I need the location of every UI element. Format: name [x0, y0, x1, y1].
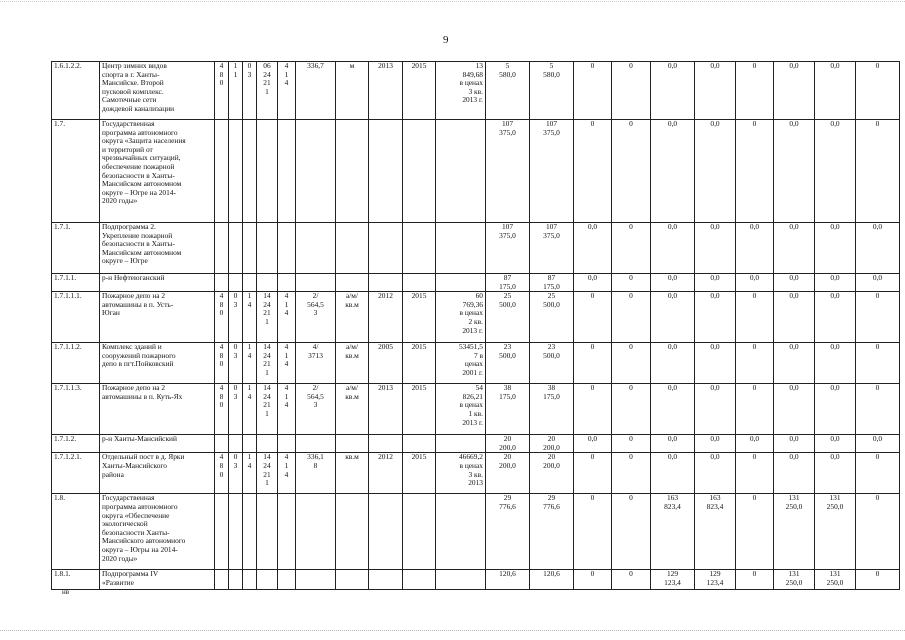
value-cell: 0,0 [815, 120, 856, 223]
table-row [52, 274, 900, 292]
start-year [369, 274, 403, 292]
table-row [52, 494, 900, 570]
value-cell: 0 [856, 120, 900, 223]
value-cell: 163 823,4 [651, 494, 695, 570]
estimated-cost [436, 435, 486, 453]
value-cell: 5 580,0 [530, 62, 574, 120]
value-cell: 0 [736, 120, 774, 223]
estimated-cost: 13 849,68 в ценах 3 кв. 2013 г. [436, 62, 486, 120]
start-year: 2005 [369, 343, 403, 384]
value-cell: 0,0 [774, 292, 815, 343]
row-name: Центр зимних видов спорта в г. Ханты- Мансийске. Второй пусковой комплекс. Самотечные сети дождевой канализации [100, 62, 215, 120]
start-year: 2013 [369, 384, 403, 435]
code-digit: 1 4 [243, 292, 257, 343]
row-name: р-н Ханты-Мансийский [100, 435, 215, 453]
end-year: 2015 [403, 343, 436, 384]
value-cell: 0,0 [695, 343, 736, 384]
value-cell: 0 [574, 570, 612, 590]
code-digit: 4 8 0 [215, 384, 229, 435]
value-cell: 0,0 [651, 384, 695, 435]
table-row [52, 435, 900, 453]
row-name: Комплекс зданий и сооружений пожарного депо в пгт.Пойковский [100, 343, 215, 384]
estimated-cost [436, 120, 486, 223]
code-digit [229, 435, 243, 453]
value-cell: 0 [574, 62, 612, 120]
value-cell: 0,0 [774, 62, 815, 120]
value-cell: 0,0 [651, 223, 695, 274]
value-cell: 0 [574, 453, 612, 494]
code-digit [215, 120, 229, 223]
end-year [403, 435, 436, 453]
scan-top-edge [0, 1, 905, 2]
code-digit: 4 1 4 [278, 62, 296, 120]
value-cell: 0,0 [815, 223, 856, 274]
estimated-cost: 53451,5 7 в ценах 2001 г. [436, 343, 486, 384]
row-code: 1.7.1.2. [52, 435, 100, 453]
value-cell: 0,0 [651, 343, 695, 384]
estimated-cost: 46669,2 в ценах 3 кв. 2013 [436, 453, 486, 494]
value-cell: 0,0 [736, 223, 774, 274]
capacity-value: 2/ 564,5 3 [296, 384, 336, 435]
code-digit: 1 4 [243, 343, 257, 384]
code-digit [229, 223, 243, 274]
code-digit: 1 1 [229, 62, 243, 120]
row-code: 1.8.1. [52, 570, 100, 590]
end-year [403, 274, 436, 292]
code-digit: 1 4 [243, 384, 257, 435]
value-cell: 0,0 [815, 62, 856, 120]
value-cell: 0,0 [695, 453, 736, 494]
code-digit [278, 570, 296, 590]
value-cell: 0 [856, 343, 900, 384]
value-cell: 0,0 [574, 223, 612, 274]
value-cell: 0 [612, 62, 651, 120]
code-digit [257, 274, 278, 292]
start-year: 2012 [369, 453, 403, 494]
value-cell: 0,0 [651, 435, 695, 453]
value-cell: 87 175,0 [530, 274, 574, 292]
value-cell: 0 [612, 384, 651, 435]
value-cell: 0 [856, 494, 900, 570]
code-digit [243, 494, 257, 570]
capacity-value: 336,1 8 [296, 453, 336, 494]
estimated-cost [436, 494, 486, 570]
value-cell: 23 500,0 [530, 343, 574, 384]
value-cell: 0 [612, 274, 651, 292]
code-digit [215, 435, 229, 453]
value-cell: 0,0 [856, 274, 900, 292]
end-year [403, 223, 436, 274]
value-cell: 0 [736, 62, 774, 120]
value-cell: 29 776,6 [530, 494, 574, 570]
value-cell: 0,0 [651, 62, 695, 120]
code-digit: 0 3 [229, 453, 243, 494]
value-cell: 0 [856, 62, 900, 120]
value-cell: 0,0 [815, 343, 856, 384]
row-name: Государственная программа автономного округа «Защита населения и территорий от чрезвычайных ситуаций, обеспечение пожарной безопасности в Ханты- Мансийском автономном округе – Югре на 2014- 2020 годы» [100, 120, 215, 223]
value-cell: 129 123,4 [651, 570, 695, 590]
value-cell: 0 [574, 343, 612, 384]
value-cell: 0,0 [774, 343, 815, 384]
capacity-unit: м [336, 62, 369, 120]
value-cell: 0,0 [815, 292, 856, 343]
code-digit [229, 274, 243, 292]
value-cell: 120,6 [530, 570, 574, 590]
value-cell: 131 250,0 [815, 494, 856, 570]
row-name: Подпрограмма IV «Развитие [100, 570, 215, 590]
value-cell: 87 175,0 [486, 274, 530, 292]
end-year: 2015 [403, 292, 436, 343]
capacity-unit [336, 120, 369, 223]
value-cell: 0,0 [651, 292, 695, 343]
code-digit: 4 8 0 [215, 292, 229, 343]
code-digit: 0 3 [229, 343, 243, 384]
end-year [403, 570, 436, 590]
value-cell: 0,0 [774, 384, 815, 435]
row-name: р-н Нефтеюганский [100, 274, 215, 292]
value-cell: 25 500,0 [486, 292, 530, 343]
row-name: Государственная программа автономного округа «Обеспечение экологической безопасности Ханты- Мансийского автономного округа – Югры на 2014- 2020 годы» [100, 494, 215, 570]
value-cell: 0 [612, 435, 651, 453]
table-row [52, 120, 900, 223]
value-cell: 0,0 [774, 120, 815, 223]
code-digit: 1 4 [243, 453, 257, 494]
code-digit [243, 570, 257, 590]
start-year [369, 570, 403, 590]
value-cell: 20 200,0 [530, 435, 574, 453]
code-digit [229, 570, 243, 590]
capacity-value [296, 494, 336, 570]
value-cell: 0,0 [736, 435, 774, 453]
value-cell: 5 580,0 [486, 62, 530, 120]
value-cell: 163 823,4 [695, 494, 736, 570]
value-cell: 0,0 [651, 120, 695, 223]
value-cell: 20 200,0 [486, 453, 530, 494]
value-cell: 0 [736, 343, 774, 384]
value-cell: 0,0 [774, 435, 815, 453]
code-digit [215, 494, 229, 570]
code-digit: 14 24 21 1 [257, 343, 278, 384]
start-year [369, 435, 403, 453]
code-digit: 0 3 [243, 62, 257, 120]
end-year: 2015 [403, 453, 436, 494]
end-year [403, 120, 436, 223]
value-cell: 0,0 [651, 453, 695, 494]
value-cell: 120,6 [486, 570, 530, 590]
row-code: 1.7.1.1.3. [52, 384, 100, 435]
value-cell: 0 [612, 292, 651, 343]
capacity-value [296, 223, 336, 274]
value-cell: 25 500,0 [530, 292, 574, 343]
end-year: 2015 [403, 384, 436, 435]
value-cell: 0,0 [574, 435, 612, 453]
row-code: 1.6.1.2.2. [52, 62, 100, 120]
page-number: 9 [443, 34, 449, 46]
code-digit [215, 570, 229, 590]
estimated-cost: 60 769,36 в ценах 2 кв. 2013 г. [436, 292, 486, 343]
code-digit [257, 435, 278, 453]
code-digit [243, 435, 257, 453]
table-row [52, 292, 900, 343]
value-cell: 0,0 [695, 274, 736, 292]
capacity-value [296, 274, 336, 292]
capacity-value: 4/ 3713 [296, 343, 336, 384]
value-cell: 0,0 [695, 435, 736, 453]
value-cell: 107 375,0 [486, 120, 530, 223]
value-cell: 131 250,0 [774, 570, 815, 590]
value-cell: 0 [612, 453, 651, 494]
code-digit [278, 274, 296, 292]
code-digit [229, 120, 243, 223]
code-digit: 06 24 21 1 [257, 62, 278, 120]
code-digit: 14 24 21 1 [257, 384, 278, 435]
value-cell: 0 [856, 453, 900, 494]
capacity-unit [336, 274, 369, 292]
estimated-cost [436, 223, 486, 274]
value-cell: 0,0 [856, 223, 900, 274]
value-cell: 0 [736, 384, 774, 435]
value-cell: 0 [736, 453, 774, 494]
code-digit: 4 1 4 [278, 292, 296, 343]
value-cell: 0 [612, 570, 651, 590]
row-code: 1.7.1.2.1. [52, 453, 100, 494]
code-digit: 4 8 0 [215, 62, 229, 120]
value-cell: 0,0 [695, 384, 736, 435]
value-cell: 20 200,0 [530, 453, 574, 494]
value-cell: 0,0 [815, 384, 856, 435]
row-name: Отдельный пост в д. Ярки Ханты-Мансийского района [100, 453, 215, 494]
value-cell: 20 200,0 [486, 435, 530, 453]
value-cell: 0,0 [574, 274, 612, 292]
code-digit: 0 3 [229, 384, 243, 435]
capacity-unit: а/м/ кв.м [336, 343, 369, 384]
row-name: Пожарное депо на 2 автомашины в п. Усть- Юган [100, 292, 215, 343]
value-cell: 0 [612, 223, 651, 274]
code-digit: 4 8 0 [215, 343, 229, 384]
value-cell: 0,0 [774, 274, 815, 292]
value-cell: 107 375,0 [530, 120, 574, 223]
table-row [52, 223, 900, 274]
estimated-cost [436, 274, 486, 292]
code-digit [278, 223, 296, 274]
value-cell: 0 [736, 494, 774, 570]
capacity-unit [336, 494, 369, 570]
code-digit [243, 274, 257, 292]
row-code: 1.7.1.1.1. [52, 292, 100, 343]
code-digit: 4 8 0 [215, 453, 229, 494]
value-cell: 107 375,0 [486, 223, 530, 274]
code-digit [257, 120, 278, 223]
code-digit [229, 494, 243, 570]
code-digit [243, 223, 257, 274]
value-cell: 107 375,0 [530, 223, 574, 274]
capacity-unit [336, 223, 369, 274]
code-digit: 0 3 [229, 292, 243, 343]
capacity-value: 2/ 564,5 3 [296, 292, 336, 343]
code-digit [278, 120, 296, 223]
value-cell: 0,0 [695, 120, 736, 223]
capacity-value [296, 435, 336, 453]
code-digit: 4 1 4 [278, 453, 296, 494]
value-cell: 0,0 [856, 435, 900, 453]
table-row [52, 343, 900, 384]
table-row [52, 453, 900, 494]
value-cell: 0 [856, 570, 900, 590]
row-name: Подпрограмма 2. Укрепление пожарной безопасности в Ханты- Мансийском автономном округе – Югре [100, 223, 215, 274]
scan-bottom-edge [0, 630, 905, 631]
value-cell: 131 250,0 [815, 570, 856, 590]
row-name: Пожарное депо на 2 автомашины в п. Куть-Ях [100, 384, 215, 435]
row-code: 1.7.1.1.2. [52, 343, 100, 384]
row-code: 1.7.1. [52, 223, 100, 274]
capacity-value: 336,7 [296, 62, 336, 120]
value-cell: 0 [612, 494, 651, 570]
value-cell: 129 123,4 [695, 570, 736, 590]
value-cell: 0 [574, 120, 612, 223]
code-digit: 4 1 4 [278, 384, 296, 435]
capacity-unit [336, 570, 369, 590]
capacity-value [296, 570, 336, 590]
value-cell: 0 [612, 120, 651, 223]
row-code: 1.7. [52, 120, 100, 223]
value-cell: 0,0 [736, 274, 774, 292]
value-cell: 0,0 [815, 453, 856, 494]
capacity-unit: а/м/ кв.м [336, 384, 369, 435]
start-year: 2013 [369, 62, 403, 120]
value-cell: 0 [736, 292, 774, 343]
value-cell: 0 [612, 343, 651, 384]
start-year [369, 223, 403, 274]
row-code: 1.7.1.1. [52, 274, 100, 292]
value-cell: 0,0 [651, 274, 695, 292]
start-year [369, 494, 403, 570]
value-cell: 0 [574, 292, 612, 343]
value-cell: 0,0 [695, 223, 736, 274]
table-row [52, 384, 900, 435]
value-cell: 0 [856, 384, 900, 435]
code-digit: 4 1 4 [278, 343, 296, 384]
capacity-unit [336, 435, 369, 453]
value-cell: 29 776,6 [486, 494, 530, 570]
value-cell: 0 [856, 292, 900, 343]
value-cell: 0 [736, 570, 774, 590]
code-digit [243, 120, 257, 223]
value-cell: 38 175,0 [530, 384, 574, 435]
end-year: 2015 [403, 62, 436, 120]
capacity-value [296, 120, 336, 223]
code-digit [215, 223, 229, 274]
table-row [52, 62, 900, 120]
start-year [369, 120, 403, 223]
code-digit [257, 494, 278, 570]
value-cell: 0,0 [815, 435, 856, 453]
value-cell: 0,0 [815, 274, 856, 292]
code-digit [257, 223, 278, 274]
code-digit [278, 435, 296, 453]
value-cell: 38 175,0 [486, 384, 530, 435]
estimated-cost: 54 826,21 в ценах 1 кв. 2013 г. [436, 384, 486, 435]
start-year: 2012 [369, 292, 403, 343]
code-digit [278, 494, 296, 570]
value-cell: 131 250,0 [774, 494, 815, 570]
code-digit: 14 24 21 1 [257, 453, 278, 494]
value-cell: 0,0 [774, 223, 815, 274]
code-digit [257, 570, 278, 590]
table-row [52, 570, 900, 590]
capacity-unit: а/м/ кв.м [336, 292, 369, 343]
value-cell: 0 [574, 384, 612, 435]
code-digit [215, 274, 229, 292]
capacity-unit: кв.м [336, 453, 369, 494]
value-cell: 23 500,0 [486, 343, 530, 384]
value-cell: 0,0 [695, 292, 736, 343]
end-year [403, 494, 436, 570]
investment-program-table [51, 61, 900, 590]
value-cell: 0,0 [695, 62, 736, 120]
footer-note: нв [62, 588, 70, 596]
row-code: 1.8. [52, 494, 100, 570]
code-digit: 14 24 21 1 [257, 292, 278, 343]
estimated-cost [436, 570, 486, 590]
value-cell: 0,0 [774, 453, 815, 494]
value-cell: 0 [574, 494, 612, 570]
